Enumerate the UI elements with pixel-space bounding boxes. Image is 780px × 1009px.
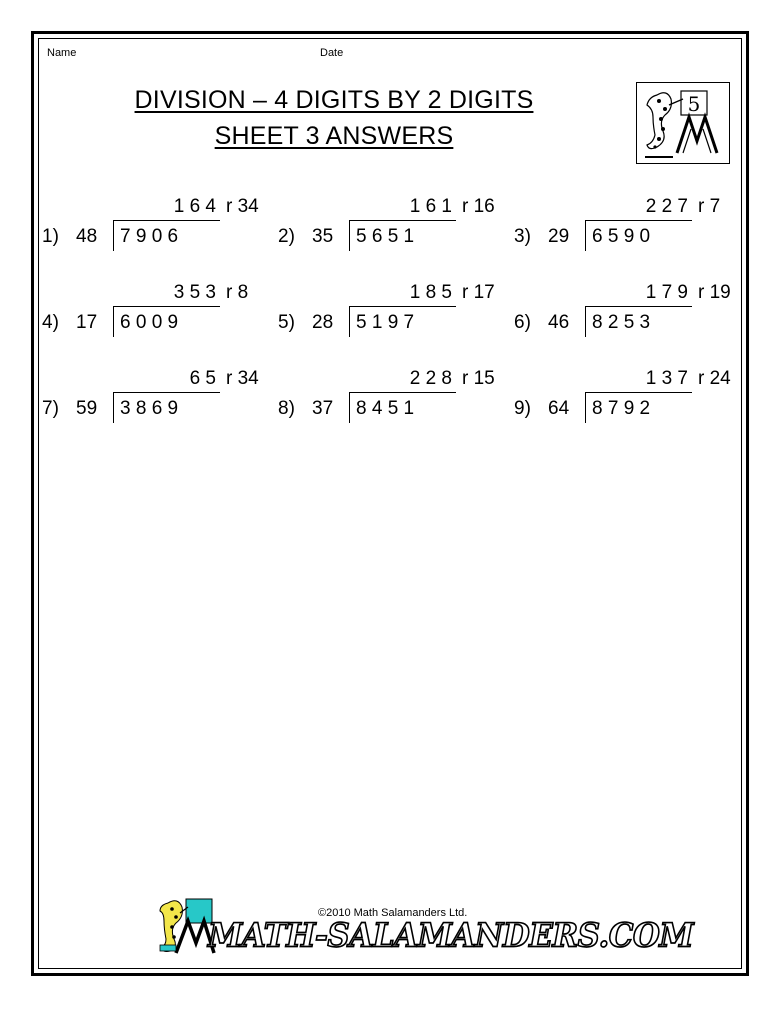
division-bracket — [349, 306, 456, 337]
remainder: r 17 — [462, 282, 495, 303]
division-bracket — [585, 306, 692, 337]
division-problem — [278, 282, 518, 342]
dividend: 6 5 9 0 — [592, 226, 651, 247]
divisor: 64 — [548, 398, 570, 419]
worksheet-subtitle: SHEET 3 ANSWERS — [214, 122, 454, 150]
dividend: 6 0 0 9 — [120, 312, 179, 333]
divisor: 59 — [76, 398, 98, 419]
dividend: 8 2 5 3 — [592, 312, 651, 333]
divisor: 48 — [76, 226, 98, 247]
worksheet-title: DIVISION – 4 DIGITS BY 2 DIGITS — [134, 86, 534, 114]
dividend: 5 6 5 1 — [356, 226, 415, 247]
division-problem — [514, 368, 754, 428]
quotient: 2 2 8 — [409, 368, 452, 389]
quotient: 3 5 3 — [173, 282, 216, 303]
division-problem — [278, 196, 518, 256]
page-border-inner — [38, 38, 742, 969]
dividend: 3 8 6 9 — [120, 398, 179, 419]
divisor: 37 — [312, 398, 334, 419]
quotient: 1 3 7 — [645, 368, 688, 389]
dividend: 8 7 9 2 — [592, 398, 651, 419]
division-problem — [514, 282, 754, 342]
division-bracket — [113, 306, 220, 337]
remainder: r 34 — [226, 196, 259, 217]
division-problem — [514, 196, 754, 256]
division-bracket — [349, 220, 456, 251]
quotient: 6 5 — [189, 368, 216, 389]
remainder: r 19 — [698, 282, 731, 303]
division-problem — [42, 368, 282, 428]
date-label: Date — [320, 47, 344, 59]
dividend: 5 1 9 7 — [356, 312, 415, 333]
name-label: Name — [47, 47, 77, 59]
remainder: r 15 — [462, 368, 495, 389]
remainder: r 34 — [226, 368, 259, 389]
problem-number: 1) — [42, 226, 59, 247]
quotient: 1 8 5 — [409, 282, 452, 303]
remainder: r 24 — [698, 368, 731, 389]
division-bracket — [113, 220, 220, 251]
problem-number: 4) — [42, 312, 59, 333]
quotient: 1 7 9 — [645, 282, 688, 303]
problem-number: 8) — [278, 398, 295, 419]
divisor: 17 — [76, 312, 98, 333]
problem-number: 9) — [514, 398, 531, 419]
salamander-icon — [637, 83, 729, 163]
division-bracket — [585, 220, 692, 251]
copyright-text: ©2010 Math Salamanders Ltd. — [318, 907, 468, 919]
quotient: 1 6 1 — [409, 196, 452, 217]
remainder: r 16 — [462, 196, 495, 217]
divisor: 35 — [312, 226, 334, 247]
division-problem — [42, 196, 282, 256]
problem-number: 6) — [514, 312, 531, 333]
division-bracket — [113, 392, 220, 423]
dividend: 7 9 0 6 — [120, 226, 179, 247]
remainder: r 7 — [698, 196, 721, 217]
division-problem — [278, 368, 518, 428]
salamander-level-badge — [636, 82, 730, 164]
site-wordmark[interactable]: MATH-SALAMANDERS.COM — [208, 917, 694, 955]
problem-number: 3) — [514, 226, 531, 247]
division-problem — [42, 282, 282, 342]
divisor: 46 — [548, 312, 570, 333]
problem-number: 5) — [278, 312, 295, 333]
divisor: 28 — [312, 312, 334, 333]
badge-number: 5 — [687, 92, 701, 116]
quotient: 2 2 7 — [645, 196, 688, 217]
division-bracket — [585, 392, 692, 423]
problem-number: 7) — [42, 398, 59, 419]
dividend: 8 4 5 1 — [356, 398, 415, 419]
quotient: 1 6 4 — [173, 196, 216, 217]
divisor: 29 — [548, 226, 570, 247]
division-bracket — [349, 392, 456, 423]
remainder: r 8 — [226, 282, 249, 303]
problem-number: 2) — [278, 226, 295, 247]
